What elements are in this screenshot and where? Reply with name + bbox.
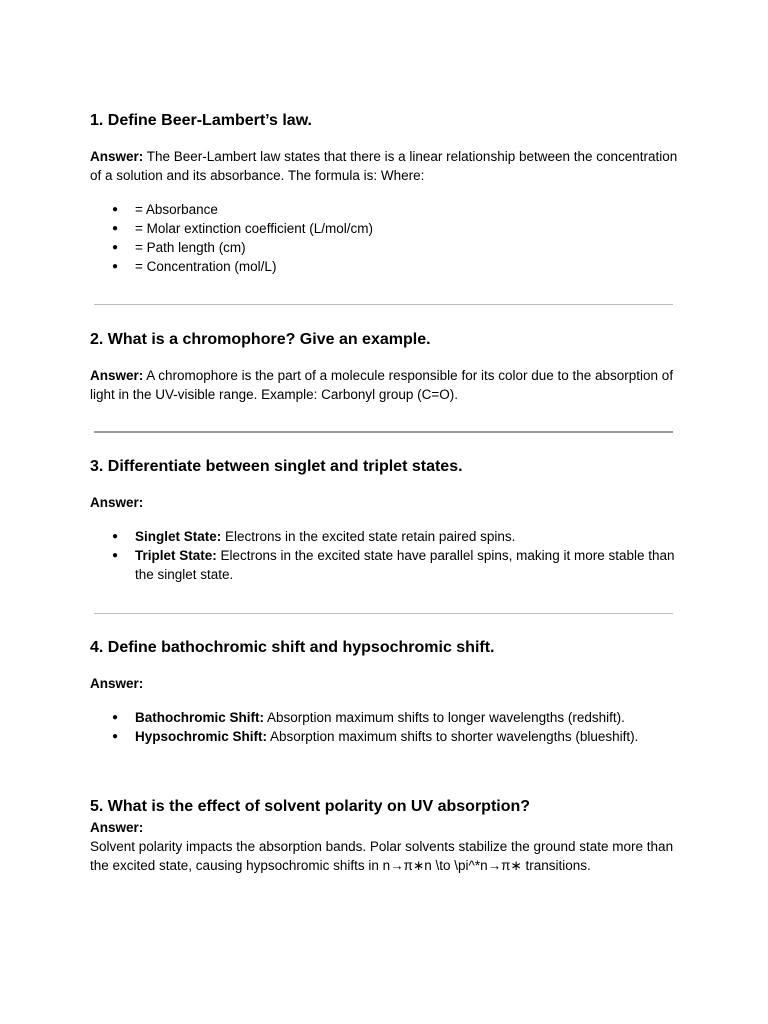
list-item (90, 546, 680, 584)
question-5-answer-label (90, 818, 690, 837)
bullet-term: Triplet State: (135, 548, 217, 563)
question-3-title: 3. Differentiate between singlet and triplet states. (90, 458, 463, 475)
list-item (90, 527, 680, 546)
list-item (90, 708, 680, 727)
question-1-title: 1. Define Beer-Lambert’s law. (90, 112, 312, 129)
answer-label: Answer: (90, 149, 144, 164)
bullet-term: Bathochromic Shift: (135, 710, 265, 725)
list-item: ● = Concentration (mol/L) (90, 257, 680, 276)
bullet-text: Electrons in the excited state retain paired spins. (221, 529, 516, 544)
answer-label: Answer: (90, 676, 144, 691)
answer-label: Answer: (90, 495, 144, 510)
question-5-answer: Solvent polarity impacts the absorption bands. Polar solvents stabilize the ground state more than the excited state, causing hypsochromic shifts in n→π∗n \to \pi^*n→π∗ transitions. (90, 839, 674, 873)
question-5-title: 5. What is the effect of solvent polarity on UV absorption? (90, 798, 531, 815)
question-1-answer (90, 147, 690, 185)
question-4-answer (90, 674, 690, 693)
question-2-answer (90, 366, 690, 404)
list-item (90, 727, 680, 746)
list-item: ● = Path length (cm) (90, 238, 680, 257)
bullet-text: Electrons in the excited state have parallel spins, making it more stable than the singlet state. (135, 548, 675, 582)
answer-label: Answer: (90, 820, 144, 835)
bullet-term: Hypsochromic Shift: (135, 729, 268, 744)
question-4-bullet-list (90, 708, 680, 746)
list-item: ● = Molar extinction coefficient (L/mol/cm) (90, 219, 680, 238)
bullet-text: Absorption maximum shifts to longer wavelengths (redshift). (264, 710, 625, 725)
answer-text: The Beer-Lambert law states that there is a linear relationship between the concentration of a solution and its absorbance. The formula is: Where: (90, 149, 678, 183)
question-4-title: 4. Define bathochromic shift and hypsochromic shift. (90, 639, 495, 656)
question-2-title: 2. What is a chromophore? Give an example. (90, 331, 431, 348)
question-3-answer (90, 493, 690, 512)
section-divider (94, 431, 673, 433)
answer-label: Answer: (90, 368, 144, 383)
bullet-term: Singlet State: (135, 529, 222, 544)
question-1-bullet-list (90, 200, 680, 276)
answer-text: A chromophore is the part of a molecule responsible for its color due to the absorption of light in the UV-visible range. Example: Carbonyl group (C=O). (90, 368, 674, 402)
section-divider (94, 613, 673, 614)
section-divider (94, 304, 673, 305)
question-3-bullet-list (90, 527, 680, 584)
bullet-text: Absorption maximum shifts to shorter wavelengths (blueshift). (267, 729, 639, 744)
list-item: ● = Absorbance (90, 200, 680, 219)
